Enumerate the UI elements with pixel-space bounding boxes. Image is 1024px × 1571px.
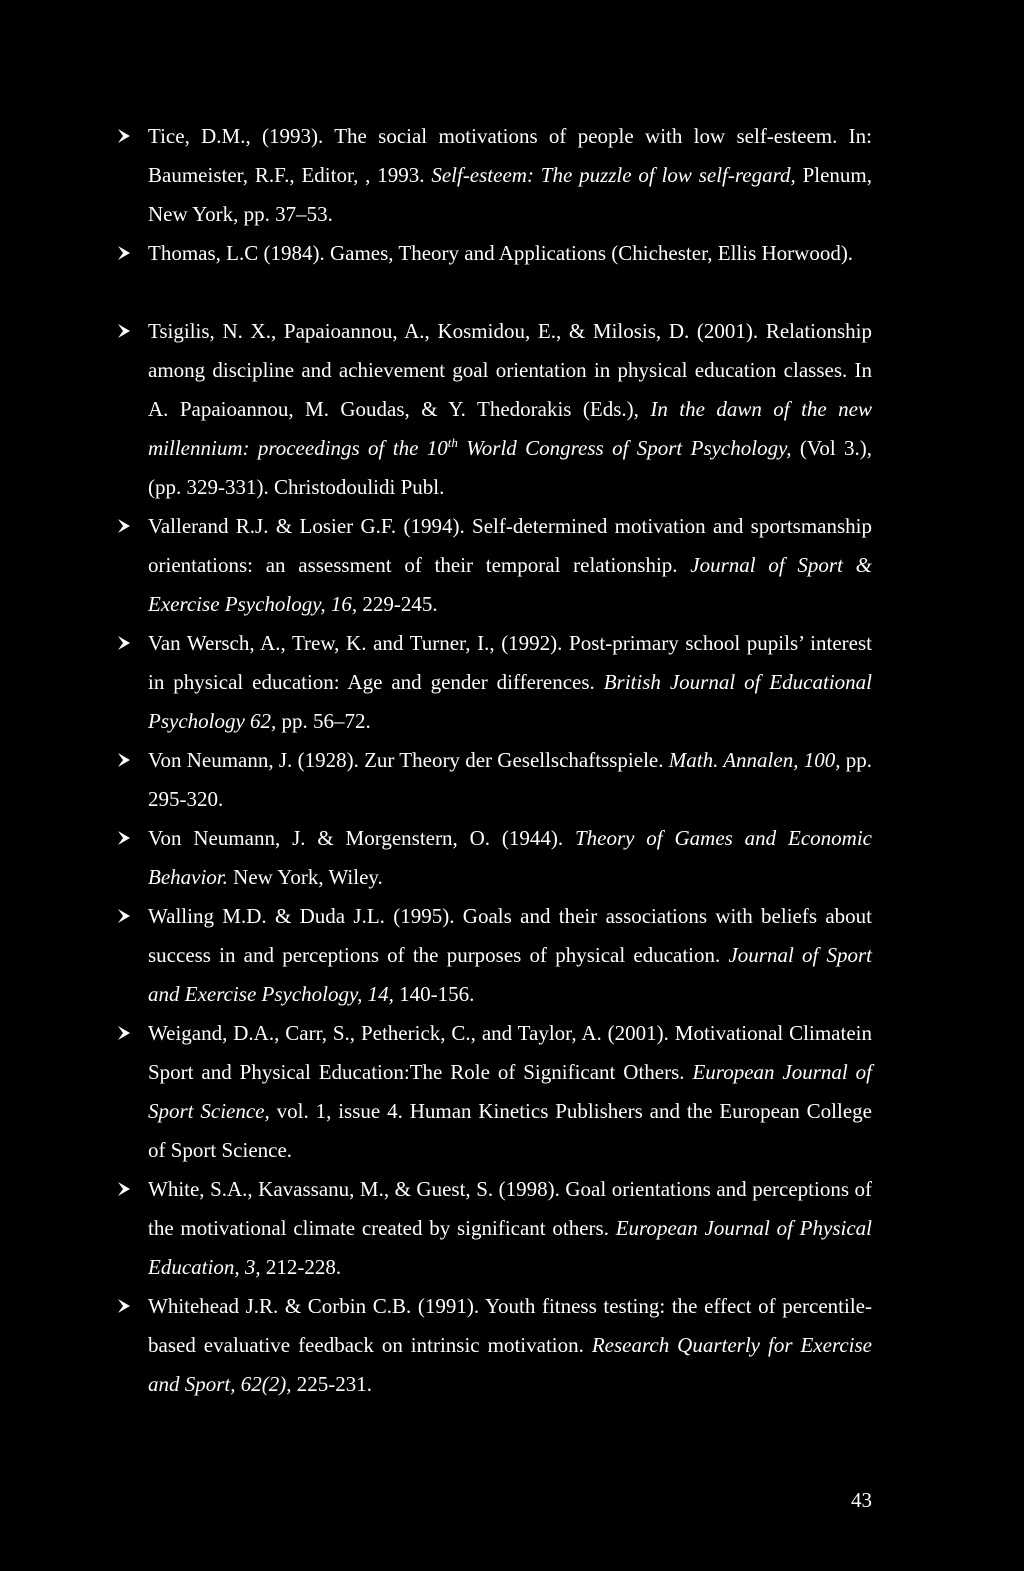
reference-entry: [148, 624, 872, 741]
reference-text-segment: Walling M.D. & Duda J.L. (1995). Goals and their associations with beliefs about success in and perceptions of the purposes of physical education.: [148, 904, 872, 967]
arrow-bullet-icon: [117, 1298, 131, 1314]
arrow-bullet-icon: [117, 323, 131, 339]
arrow-bullet-icon: [117, 1181, 131, 1197]
reference-text-segment: (Vol 3.), (pp. 329-331). Christodoulidi Publ.: [148, 436, 872, 499]
reference-text-segment: World Congress of Sport Psychology,: [457, 436, 792, 460]
reference-entry: [148, 1170, 872, 1287]
reference-text-segment: 225-231.: [291, 1372, 372, 1396]
reference-text-segment: Journal of Sport & Exercise Psychology, 16,: [148, 553, 872, 616]
arrow-bullet-icon: [117, 518, 131, 534]
reference-text-segment: Theory of Games and Economic Behavior.: [148, 826, 873, 889]
reference-text-segment: pp. 295-320.: [148, 748, 872, 811]
reference-text-segment: European Journal of Sport Science,: [148, 1060, 872, 1123]
reference-text-segment: Tice, D.M., (1993). The social motivations of people with low self-esteem. In: Baumeister, R.F., Editor, , 1993.: [148, 124, 872, 187]
arrow-bullet-icon: [117, 245, 131, 261]
reference-entry: [148, 819, 872, 897]
reference-text-segment: Van Wersch, A., Trew, K. and Turner, I., (1992). Post-primary school pupils’ interest in physical education: Age and gender differences.: [148, 631, 872, 694]
reference-entry: [148, 1287, 872, 1404]
reference-text-segment: Von Neumann, J. & Morgenstern, O. (1944).: [148, 826, 575, 850]
reference-entry: [148, 234, 872, 273]
superscript-wrapper: [448, 436, 458, 460]
reference-entry: [148, 312, 872, 507]
reference-entry: [148, 507, 872, 624]
reference-entry: [148, 1014, 872, 1170]
reference-text-segment: pp. 56–72.: [276, 709, 371, 733]
arrow-bullet-icon: [117, 830, 131, 846]
reference-text-segment: 212-228.: [260, 1255, 342, 1279]
arrow-bullet-icon: [117, 635, 131, 651]
reference-entry: [148, 741, 872, 819]
reference-text-segment: In the dawn of the new millennium: proceedings of the 10: [148, 397, 872, 460]
reference-text-segment: Plenum, New York, pp. 37–53.: [148, 163, 872, 226]
reference-entry: [148, 117, 872, 234]
reference-text-segment: Whitehead J.R. & Corbin C.B. (1991). Youth fitness testing: the effect of percentile-based evaluative feedback on intrinsic motivation.: [148, 1294, 872, 1357]
reference-text-segment: Self-esteem: The puzzle of low self-regard,: [431, 163, 796, 187]
reference-text-segment: 140-156.: [393, 982, 475, 1006]
reference-text-segment: Research Quarterly for Exercise and Sport, 62(2),: [148, 1333, 872, 1396]
reference-text-segment: 229-245.: [357, 592, 438, 616]
reference-text-segment: Vallerand R.J. & Losier G.F. (1994). Self-determined motivation and sportsmanship orientations: an assessment of their temporal relationship.: [148, 514, 872, 577]
reference-text-segment: White, S.A., Kavassanu, M., & Guest, S. (1998). Goal orientations and perceptions of the motivational climate created by significant others.: [148, 1177, 872, 1240]
reference-text-segment: Math. Annalen, 100,: [668, 748, 841, 772]
reference-text-segment: Von Neumann, J. (1928). Zur Theory der Gesellschaftsspiele.: [148, 748, 669, 772]
arrow-bullet-icon: [117, 908, 131, 924]
reference-text-segment: Journal of Sport and Exercise Psychology, 14,: [148, 943, 872, 1006]
arrow-bullet-icon: [117, 1025, 131, 1041]
reference-text-segment: European Journal of Physical Education, 3,: [148, 1216, 872, 1279]
reference-text-segment: Thomas, L.C (1984). Games, Theory and Applications (Chichester, Ellis Horwood).: [148, 241, 854, 265]
reference-entry: [148, 897, 872, 1014]
arrow-bullet-icon: [117, 752, 131, 768]
reference-text-segment: vol. 1, issue 4. Human Kinetics Publishers and the European College of Sport Science.: [148, 1099, 872, 1162]
reference-text-segment: British Journal of Educational Psychology 62,: [148, 670, 872, 733]
reference-text-segment: Weigand, D.A., Carr, S., Petherick, C., and Taylor, A. (2001). Motivational Climatein Sport and Physical Education:The Role of Significant Others.: [148, 1021, 872, 1084]
page-number: 43: [851, 1488, 872, 1512]
reference-text-segment: Tsigilis, N. X., Papaioannou, A., Kosmidou, E., & Milosis, D. (2001). Relationship among discipline and achievement goal orientation in physical education classes. In A. Papaioannou, M. Goudas, & Y. Thedorakis (Eds.),: [148, 319, 872, 421]
reference-text-segment: th: [447, 435, 458, 450]
reference-text-segment: New York, Wiley.: [227, 865, 383, 889]
arrow-bullet-icon: [117, 128, 131, 144]
